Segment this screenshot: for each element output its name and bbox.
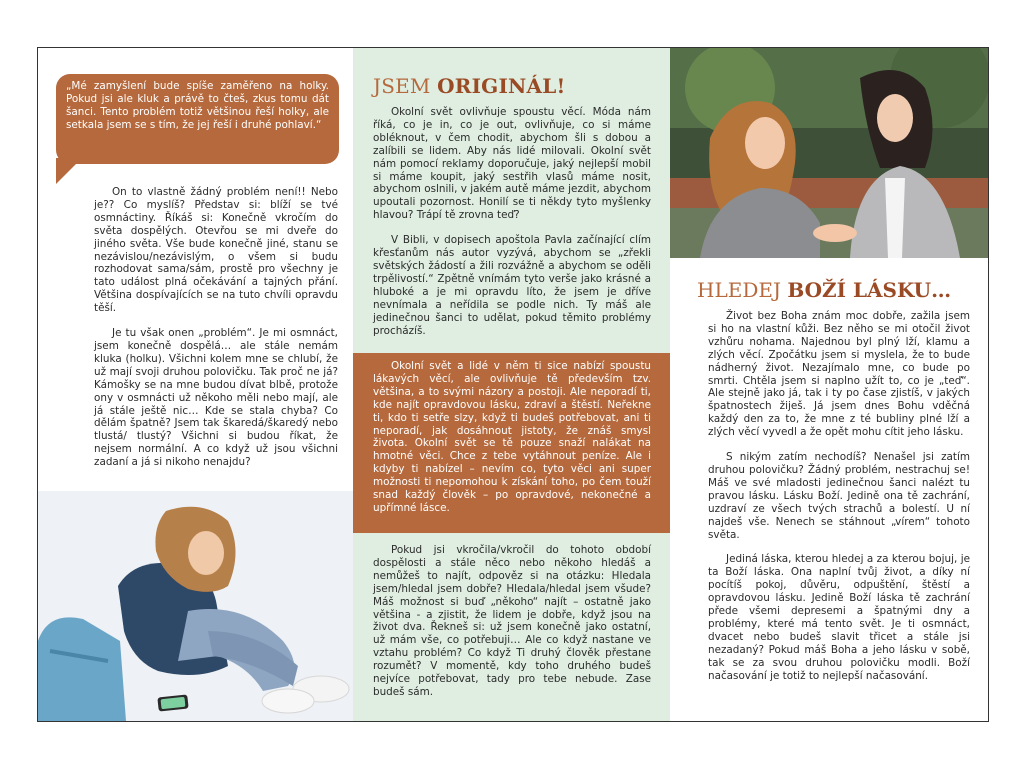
quote-bubble: „Mé zamyšlení bude spíše zaměřeno na holky. Pokud jsi ale kluk a právě to čteš, zkus tomu dát šanci. Tento problém totiž většinou řeší holky, ale setkala jsem se s tím, že jej řeší i druhé pohlaví.“ [56,74,339,164]
heading-light: HLEDEJ [697,278,781,302]
section-heading-original [373,74,565,98]
quote-bubble-tail [56,158,82,184]
middle-text-top [373,106,651,337]
paragraph: Jediná láska, kterou hledej a za kterou bojuj, je ta Boží láska. Ona naplní tvůj život, a díky ní pocítíš pokoj, důvěru, odpuštění, štěstí a opravdovou lásku. Jedině Boží láska tě zachrání předе všemi depresemi a špatnými dny a problémy, které má tento svět. Je ti osmnáct, dvacet nebo budeš slavit třicet a stále jsi nezadaný? Pokud máš Boha a jeho lásku v sobě, tak se za svou druhou polovičku modli. Boží načasování je totiž to nejlepší načasování. [708,553,970,682]
paragraph: V Bibli, v dopisech apoštola Pavla začínající clím křesťanům nás autor vyzývá, abychom se „zřekli světských žádostí a žili rozvážně a abychom se oděli trpělivostí.“ Zpětně vnímám tyto verše jako krásné a hluboké a je mi opravdu líto, že jsem je dříve nevnímala a neřídila se podle nich. Ty máš ale jedinečnou šanci to udělat, pokud těmito problémy procházíš. [373,234,651,337]
section-heading-bozi-laska [697,278,951,302]
right-column [670,48,988,721]
paragraph: Okolní svět ovlivňuje spoustu věcí. Móda nám říká, co je in, co je out, ovlivňuje, co si máme obléknout, v čem chodit, abychom šli s dobou a zalíbili se lidem. Aby nás lidé milovali. Okolní svět nám pomocí reklamy doporučuje, jaký nejlepší mobil si máme koupit, jaký sestřih vlasů máme nosit, abychom oslnili, v jakém autě máme jezdit, abychom upoutali pozornost. Honilí se ti někdy tyto myšlenky hlavou? Trápí tě zrovna teď? [373,106,651,222]
two-girls-photo [670,48,988,258]
two-girls-illustration [670,48,988,258]
middle-column [353,48,670,721]
brochure-spread [37,47,989,722]
paragraph: On to vlastně žádný problém není!! Nebo je?? Co myslíš? Představ si: blíží se tvé osmnáctiny. Říkáš si: Konečně vkročím do světa dospělých. Otevřou se mi dveře do jiného světa. Vše bude konečně jiné, stanu se nezávislou/nezávislým, o všem si budu rozhodovat sama/sám, prostě pro všechny je tato událost plná očekávání a tajných přání. Většina dospívajících se na tuto chvíli opravdu těší. [94,186,338,315]
heading-light: JSEM [373,74,431,98]
paragraph: Okolní svět a lidé v něm ti sice nabízí spoustu lákavých věcí, ale ovlivňuje tě především tzv. většina, a to svými názory a postoji. Ale neporadí ti, kde najít opravdovou lásku, zdraví a štěstí. Neřekne ti, kdo ti setře slzy, když ti budeš potřebovat, ani ti neporadí, jak dosáhnout jistoty, že znáš smysl života. Okolní svět se tě pouze snaží nalákat na hmotné věci. Chce z tebe vytáhnout peníze. Ale i kdyby ti nabízel – nevím co, tyto věci ani super možnosti ti nepomohou k získání toho, po čem touží snad každý člověk – po opravdové, nekonečné a upřímné lásce. [373,360,651,514]
paragraph: S nikým zatím nechodíš? Nenašel jsi zatím druhou polovičku? Žádný problém, nestrachuj se! Máš ve své mladosti jedinečnou šanci nalézt tu pravou lásku. Lásku Boží. Jedině ona tě zachrání, uzdraví ze všech tvých strachů a bolestí. U ní najdeš vše. Nenech se stáhnout „vírem“ tohoto světa. [708,451,970,541]
paragraph: Pokud jsi vkročila/vkročil do tohoto období dospělosti a stále něco nebo někoho hledáš a nemůžeš to najít, odpověz si na otázku: Hledala jsem/hledal jsem dobře? Hledala/hledal jsem všude? Máš možnost si buď „někoho“ najít – ostatně jako většina - a zjistit, že lidem je dobře, když jsou na život dva. Řekneš si: už jsem konečně jako ostatní, už mám vše, co potřebuji… Ale co když nastane ve vztahu problém? Co když Ti druhý člověk přestane rozumět? V momentě, kdy toho druhého budeš nejvíce potřebovat, tady pro tebe nebude. Zase budeš sám. [373,544,651,698]
paragraph: Život bez Boha znám moc dobře, zažila jsem si ho na vlastní kůži. Bez něho se mi otočil život vzhůru nohama. Najednou byl plný lží, klamu a zlých věcí. Zpočátku jsem si myslela, že to bude nádherný život. Nezajímalo mne, co bude po smrti. Chtěla jsem si naplno užít to, co je „teď“. Ale stejně jako já, tak i ty po čase zjistíš, v jakých špatnostech žiješ. Já jsem dnes Bohu vděčná každý den za to, že mne z té bubliny plné lží a zlých věcí vyvedl a že opět mohu cítit jeho lásku. [708,310,970,439]
heading-bold: ORIGINÁL! [437,74,566,98]
sad-girl-photo [38,491,353,721]
heading-bold: BOŽÍ LÁSKU… [787,278,952,302]
left-column-text [94,186,338,469]
paragraph: Je tu však onen „problém“. Je mi osmnáct, jsem konečně dospělá… ale stále nemám kluka (holku). Všichni kolem mne se chlubí, že už mají svoji druhou polovičku. Tak proč ne já? Kámošky se na mne budou dívat blbě, protože ony v osmnácti už někoho měli nebo mají, ale já stále ještě nic… Kde se stala chyba? Co dělám špatně? Jsem tak škaredá/škaredý nebo tlustá/ tlustý? Všichni si budou říkat, že nejsem normální. A co když už jsou všichni zadaní a já si nikoho nenajdu? [94,327,338,469]
sad-girl-illustration [38,491,353,721]
left-column [38,48,353,721]
right-column-text [708,310,970,682]
highlight-text [373,360,651,515]
middle-text-bottom [373,544,651,699]
